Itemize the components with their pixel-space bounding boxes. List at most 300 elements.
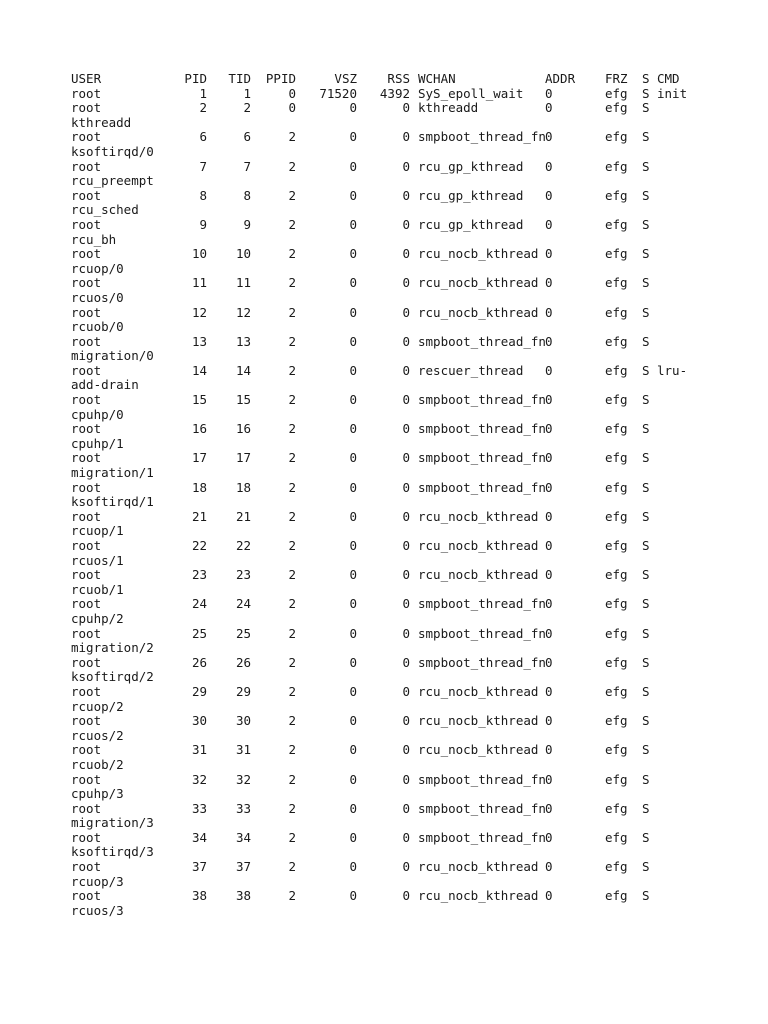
tid-cell: 22: [235, 538, 251, 553]
frz-cell: efg: [605, 216, 628, 232]
ppid-cell: 2: [288, 508, 296, 524]
addr-cell: 0: [545, 246, 553, 262]
pid-cell: 38: [191, 888, 207, 904]
vsz-cell: 0: [349, 538, 357, 553]
process-cmd-wrap: rcuop/2: [71, 698, 124, 714]
user-cell: root: [71, 362, 102, 378]
process-cmd-wrap: ksoftirqd/2: [71, 669, 154, 685]
wchan-cell: rcu_gp_kthread: [418, 216, 524, 232]
process-cmd-wrap: rcuos/3: [71, 902, 124, 918]
process-rows: [71, 87, 721, 919]
vsz-cell: 0: [349, 888, 357, 904]
frz-cell: efg: [605, 508, 628, 524]
header-rss: RSS: [387, 71, 410, 86]
state-cell: S: [642, 654, 650, 670]
process-cmd-wrap: rcuos/2: [71, 727, 124, 743]
user-cell: root: [71, 129, 102, 145]
rss-cell: 0: [402, 625, 410, 641]
addr-cell: 0: [545, 683, 553, 699]
tid-cell: 37: [235, 859, 251, 875]
process-row: [71, 364, 721, 379]
vsz-cell: 0: [349, 304, 357, 320]
user-cell: root: [71, 538, 102, 553]
addr-cell: 0: [545, 713, 553, 729]
ppid-cell: 2: [288, 216, 296, 232]
vsz-cell: 0: [349, 654, 357, 670]
process-row: [71, 510, 721, 525]
process-cmd-wrap: rcuop/0: [71, 260, 124, 276]
process-cmd-wrap: cpuhp/1: [71, 435, 124, 451]
user-cell: root: [71, 742, 102, 758]
process-row: [71, 627, 721, 642]
process-row: [71, 335, 721, 350]
process-row: [71, 87, 721, 102]
process-cmd-wrap: kthreadd: [71, 114, 132, 130]
frz-cell: efg: [605, 158, 628, 174]
ppid-cell: 2: [288, 275, 296, 291]
frz-cell: efg: [605, 479, 628, 495]
process-cmd-wrap: rcuop/3: [71, 873, 124, 889]
ppid-cell: 2: [288, 800, 296, 816]
rss-cell: 0: [402, 187, 410, 203]
addr-cell: 0: [545, 333, 553, 349]
rss-cell: 0: [402, 771, 410, 787]
user-cell: root: [71, 216, 102, 232]
state-cell: S: [642, 683, 650, 699]
vsz-cell: 0: [349, 713, 357, 729]
addr-cell: 0: [545, 450, 553, 466]
tid-cell: 38: [235, 888, 251, 904]
rss-cell: 0: [402, 392, 410, 408]
pid-cell: 10: [191, 246, 207, 262]
tid-cell: 33: [235, 800, 251, 816]
vsz-cell: 0: [349, 362, 357, 378]
vsz-cell: 0: [349, 129, 357, 145]
wchan-cell: rcu_nocb_kthread: [418, 683, 539, 699]
process-row: [71, 802, 721, 817]
wchan-cell: smpboot_thread_fn: [418, 450, 546, 466]
process-cmd-wrap: migration/3: [71, 815, 154, 831]
process-row: [71, 539, 721, 554]
wchan-cell: rcu_nocb_kthread: [418, 508, 539, 524]
process-row: [71, 130, 721, 145]
vsz-cell: 0: [349, 158, 357, 174]
state-cell: S: [642, 246, 650, 262]
pid-cell: 31: [191, 742, 207, 758]
ppid-cell: 2: [288, 333, 296, 349]
column-header-row: [71, 72, 721, 87]
rss-cell: 0: [402, 333, 410, 349]
pid-cell: 33: [191, 800, 207, 816]
wchan-cell: rcu_nocb_kthread: [418, 859, 539, 875]
addr-cell: 0: [545, 187, 553, 203]
vsz-cell: 0: [349, 275, 357, 291]
user-cell: root: [71, 567, 102, 583]
process-row: [71, 714, 721, 729]
process-row: [71, 860, 721, 875]
addr-cell: 0: [545, 800, 553, 816]
wchan-cell: rcu_nocb_kthread: [418, 275, 539, 291]
user-cell: root: [71, 85, 102, 101]
addr-cell: 0: [545, 596, 553, 612]
frz-cell: efg: [605, 713, 628, 729]
ppid-cell: 2: [288, 129, 296, 145]
rss-cell: 0: [402, 713, 410, 729]
addr-cell: 0: [545, 625, 553, 641]
process-cmd-wrap: cpuhp/3: [71, 786, 124, 802]
user-cell: root: [71, 187, 102, 203]
tid-cell: 10: [235, 246, 251, 262]
wchan-cell: rcu_nocb_kthread: [418, 304, 539, 320]
frz-cell: efg: [605, 771, 628, 787]
frz-cell: efg: [605, 129, 628, 145]
pid-cell: 26: [191, 654, 207, 670]
wchan-cell: smpboot_thread_fn: [418, 129, 546, 145]
user-cell: root: [71, 304, 102, 320]
frz-cell: efg: [605, 421, 628, 437]
process-row: [71, 481, 721, 496]
pid-cell: 12: [191, 304, 207, 320]
vsz-cell: 0: [349, 567, 357, 583]
process-list-output: [71, 72, 721, 918]
header-pid: PID: [184, 71, 207, 86]
frz-cell: efg: [605, 100, 628, 116]
tid-cell: 2: [243, 100, 251, 116]
tid-cell: 31: [235, 742, 251, 758]
frz-cell: efg: [605, 246, 628, 262]
addr-cell: 0: [545, 275, 553, 291]
frz-cell: efg: [605, 450, 628, 466]
tid-cell: 23: [235, 567, 251, 583]
state-cell: S: [642, 479, 650, 495]
tid-cell: 30: [235, 713, 251, 729]
tid-cell: 24: [235, 596, 251, 612]
process-row: [71, 218, 721, 233]
process-row: [71, 685, 721, 700]
addr-cell: 0: [545, 421, 553, 437]
state-cell: S: [642, 771, 650, 787]
process-row: [71, 160, 721, 175]
tid-cell: 12: [235, 304, 251, 320]
state-cell: S: [642, 625, 650, 641]
rss-cell: 0: [402, 538, 410, 553]
state-cell: S: [642, 100, 650, 116]
process-cmd-wrap: add-drain: [71, 377, 139, 393]
header-wchan: WCHAN: [418, 71, 456, 86]
frz-cell: efg: [605, 567, 628, 583]
vsz-cell: 0: [349, 421, 357, 437]
ppid-cell: 2: [288, 859, 296, 875]
addr-cell: 0: [545, 304, 553, 320]
header-addr: ADDR: [545, 71, 576, 86]
pid-cell: 16: [191, 421, 207, 437]
process-row: [71, 743, 721, 758]
addr-cell: 0: [545, 216, 553, 232]
process-cmd-wrap: ksoftirqd/3: [71, 844, 154, 860]
state-cell: S: [642, 275, 650, 291]
pid-cell: 2: [199, 100, 207, 116]
wchan-cell: smpboot_thread_fn: [418, 392, 546, 408]
rss-cell: 0: [402, 129, 410, 145]
vsz-cell: 0: [349, 859, 357, 875]
addr-cell: 0: [545, 85, 553, 101]
vsz-cell: 0: [349, 829, 357, 845]
user-cell: root: [71, 421, 102, 437]
process-cmd-wrap: rcuos/0: [71, 289, 124, 305]
ppid-cell: 2: [288, 362, 296, 378]
process-cmd-wrap: rcu_preempt: [71, 173, 154, 189]
tid-cell: 11: [235, 275, 251, 291]
user-cell: root: [71, 246, 102, 262]
process-cmd-wrap: cpuhp/2: [71, 610, 124, 626]
header-cmd: CMD: [657, 71, 680, 86]
addr-cell: 0: [545, 100, 553, 116]
ppid-cell: 2: [288, 829, 296, 845]
user-cell: root: [71, 713, 102, 729]
process-cmd-wrap: migration/0: [71, 348, 154, 364]
frz-cell: efg: [605, 275, 628, 291]
pid-cell: 11: [191, 275, 207, 291]
addr-cell: 0: [545, 129, 553, 145]
frz-cell: efg: [605, 85, 628, 101]
vsz-cell: 0: [349, 771, 357, 787]
frz-cell: efg: [605, 625, 628, 641]
pid-cell: 8: [199, 187, 207, 203]
wchan-cell: rcu_nocb_kthread: [418, 888, 539, 904]
state-cell: S: [642, 888, 650, 904]
wchan-cell: smpboot_thread_fn: [418, 625, 546, 641]
pid-cell: 21: [191, 508, 207, 524]
wchan-cell: rcu_gp_kthread: [418, 187, 524, 203]
state-cell: S: [642, 304, 650, 320]
tid-cell: 29: [235, 683, 251, 699]
pid-cell: 23: [191, 567, 207, 583]
state-cell: S: [642, 362, 650, 378]
process-cmd-wrap: migration/2: [71, 640, 154, 656]
state-cell: S: [642, 158, 650, 174]
ppid-cell: 2: [288, 596, 296, 612]
pid-cell: 25: [191, 625, 207, 641]
rss-cell: 0: [402, 683, 410, 699]
process-row: [71, 393, 721, 408]
wchan-cell: rescuer_thread: [418, 362, 524, 378]
rss-cell: 0: [402, 100, 410, 116]
ppid-cell: 2: [288, 187, 296, 203]
tid-cell: 8: [243, 187, 251, 203]
addr-cell: 0: [545, 479, 553, 495]
vsz-cell: 0: [349, 246, 357, 262]
tid-cell: 26: [235, 654, 251, 670]
vsz-cell: 0: [349, 479, 357, 495]
process-row: [71, 451, 721, 466]
ppid-cell: 2: [288, 304, 296, 320]
header-tid: TID: [228, 71, 251, 86]
wchan-cell: rcu_nocb_kthread: [418, 567, 539, 583]
addr-cell: 0: [545, 158, 553, 174]
frz-cell: efg: [605, 859, 628, 875]
process-row: [71, 306, 721, 321]
tid-cell: 21: [235, 508, 251, 524]
pid-cell: 34: [191, 829, 207, 845]
header-user: USER: [71, 71, 102, 86]
addr-cell: 0: [545, 888, 553, 904]
rss-cell: 0: [402, 508, 410, 524]
wchan-cell: smpboot_thread_fn: [418, 771, 546, 787]
state-cell: S: [642, 187, 650, 203]
wchan-cell: smpboot_thread_fn: [418, 800, 546, 816]
vsz-cell: 0: [349, 333, 357, 349]
tid-cell: 14: [235, 362, 251, 378]
rss-cell: 0: [402, 246, 410, 262]
process-row: [71, 831, 721, 846]
addr-cell: 0: [545, 538, 553, 553]
state-cell: S: [642, 713, 650, 729]
tid-cell: 15: [235, 392, 251, 408]
process-row: [71, 656, 721, 671]
vsz-cell: 0: [349, 508, 357, 524]
user-cell: root: [71, 479, 102, 495]
process-cmd-wrap: rcuob/0: [71, 319, 124, 335]
rss-cell: 0: [402, 888, 410, 904]
wchan-cell: smpboot_thread_fn: [418, 829, 546, 845]
process-row: [71, 568, 721, 583]
wchan-cell: rcu_nocb_kthread: [418, 742, 539, 758]
rss-cell: 0: [402, 654, 410, 670]
tid-cell: 16: [235, 421, 251, 437]
user-cell: root: [71, 625, 102, 641]
pid-cell: 37: [191, 859, 207, 875]
cmd-cell: lru-: [657, 362, 688, 378]
pid-cell: 6: [199, 129, 207, 145]
tid-cell: 9: [243, 216, 251, 232]
state-cell: S: [642, 538, 650, 553]
wchan-cell: smpboot_thread_fn: [418, 421, 546, 437]
user-cell: root: [71, 333, 102, 349]
header-state: S: [642, 71, 650, 86]
tid-cell: 25: [235, 625, 251, 641]
pid-cell: 32: [191, 771, 207, 787]
process-row: [71, 889, 721, 904]
rss-cell: 0: [402, 421, 410, 437]
wchan-cell: kthreadd: [418, 100, 479, 116]
process-cmd-wrap: rcuos/1: [71, 552, 124, 568]
frz-cell: efg: [605, 304, 628, 320]
rss-cell: 4392: [379, 85, 410, 101]
state-cell: S: [642, 85, 650, 101]
pid-cell: 29: [191, 683, 207, 699]
user-cell: root: [71, 800, 102, 816]
cmd-cell: init: [657, 85, 688, 101]
ppid-cell: 2: [288, 567, 296, 583]
frz-cell: efg: [605, 187, 628, 203]
ppid-cell: 2: [288, 392, 296, 408]
user-cell: root: [71, 450, 102, 466]
rss-cell: 0: [402, 362, 410, 378]
state-cell: S: [642, 742, 650, 758]
rss-cell: 0: [402, 216, 410, 232]
pid-cell: 7: [199, 158, 207, 174]
vsz-cell: 0: [349, 625, 357, 641]
tid-cell: 6: [243, 129, 251, 145]
ppid-cell: 0: [288, 100, 296, 116]
user-cell: root: [71, 859, 102, 875]
user-cell: root: [71, 100, 102, 116]
wchan-cell: rcu_nocb_kthread: [418, 246, 539, 262]
state-cell: S: [642, 129, 650, 145]
wchan-cell: rcu_nocb_kthread: [418, 713, 539, 729]
tid-cell: 7: [243, 158, 251, 174]
header-frz: FRZ: [605, 71, 628, 86]
process-cmd-wrap: rcu_sched: [71, 202, 139, 218]
frz-cell: efg: [605, 333, 628, 349]
process-cmd-wrap: rcuob/1: [71, 581, 124, 597]
rss-cell: 0: [402, 829, 410, 845]
process-row: [71, 773, 721, 788]
frz-cell: efg: [605, 742, 628, 758]
vsz-cell: 0: [349, 450, 357, 466]
wchan-cell: smpboot_thread_fn: [418, 333, 546, 349]
frz-cell: efg: [605, 654, 628, 670]
ppid-cell: 2: [288, 421, 296, 437]
state-cell: S: [642, 216, 650, 232]
rss-cell: 0: [402, 450, 410, 466]
frz-cell: efg: [605, 392, 628, 408]
state-cell: S: [642, 829, 650, 845]
ppid-cell: 2: [288, 713, 296, 729]
user-cell: root: [71, 829, 102, 845]
pid-cell: 14: [191, 362, 207, 378]
state-cell: S: [642, 421, 650, 437]
process-row: [71, 101, 721, 116]
ppid-cell: 2: [288, 683, 296, 699]
tid-cell: 32: [235, 771, 251, 787]
process-cmd-wrap: cpuhp/0: [71, 406, 124, 422]
state-cell: S: [642, 567, 650, 583]
ppid-cell: 2: [288, 888, 296, 904]
pid-cell: 30: [191, 713, 207, 729]
ppid-cell: 2: [288, 654, 296, 670]
pid-cell: 22: [191, 538, 207, 553]
ppid-cell: 2: [288, 625, 296, 641]
user-cell: root: [71, 596, 102, 612]
frz-cell: efg: [605, 538, 628, 553]
wchan-cell: smpboot_thread_fn: [418, 596, 546, 612]
user-cell: root: [71, 508, 102, 524]
ppid-cell: 2: [288, 771, 296, 787]
rss-cell: 0: [402, 742, 410, 758]
process-cmd-wrap: rcuop/1: [71, 523, 124, 539]
frz-cell: efg: [605, 888, 628, 904]
vsz-cell: 0: [349, 742, 357, 758]
process-cmd-wrap: migration/1: [71, 465, 154, 481]
process-cmd-wrap: ksoftirqd/0: [71, 143, 154, 159]
frz-cell: efg: [605, 829, 628, 845]
wchan-cell: smpboot_thread_fn: [418, 479, 546, 495]
rss-cell: 0: [402, 567, 410, 583]
header-ppid: PPID: [265, 71, 296, 86]
wchan-cell: SyS_epoll_wait: [418, 85, 524, 101]
frz-cell: efg: [605, 683, 628, 699]
vsz-cell: 0: [349, 800, 357, 816]
process-row: [71, 422, 721, 437]
pid-cell: 13: [191, 333, 207, 349]
state-cell: S: [642, 859, 650, 875]
addr-cell: 0: [545, 567, 553, 583]
rss-cell: 0: [402, 800, 410, 816]
addr-cell: 0: [545, 859, 553, 875]
state-cell: S: [642, 333, 650, 349]
pid-cell: 17: [191, 450, 207, 466]
